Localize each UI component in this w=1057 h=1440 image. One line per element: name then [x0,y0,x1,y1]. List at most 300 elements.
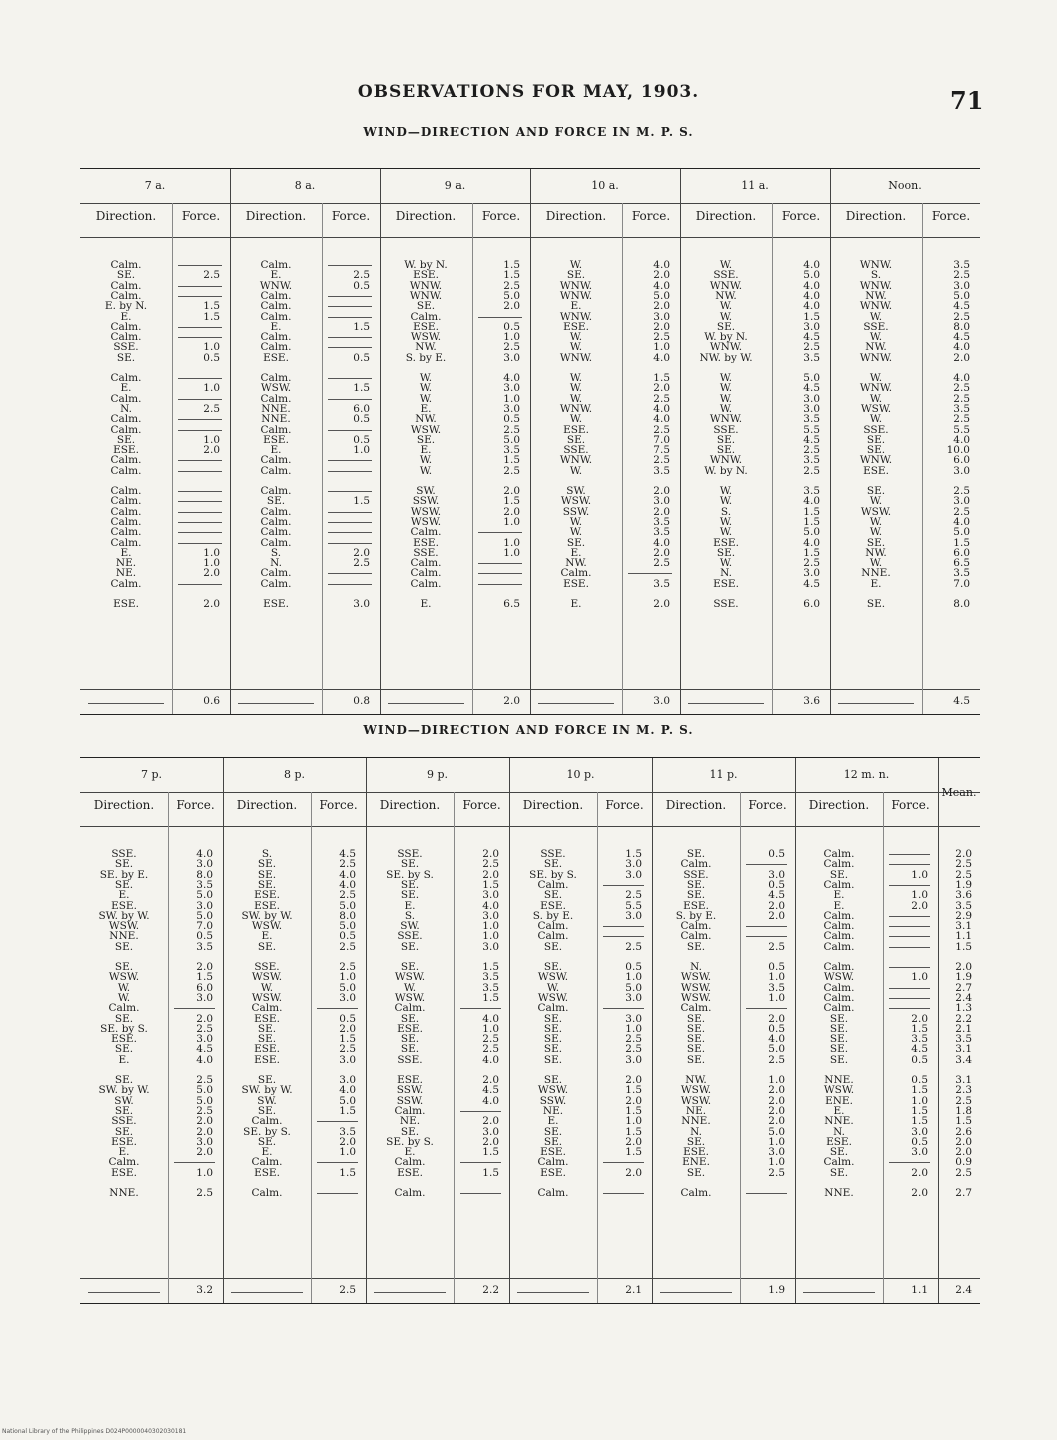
force-cell: 4.0 [953,515,970,528]
force-cell: 2.0 [482,868,499,881]
force-cell: 2.0 [196,1125,213,1138]
force-cell: 0.5 [625,961,642,973]
direction-cell: Calm. [260,536,292,549]
direction-cell: N. [720,567,732,580]
force-cell: 2.5 [339,961,356,973]
force-cell: 7.0 [653,433,670,446]
direction-cell: W. [719,557,733,570]
direction-cell: NNE. [109,1187,139,1199]
daily-mean-cell: 1.5 [955,1115,972,1128]
force-cell: 3.0 [625,858,642,871]
hour-header: 9 p. [426,768,449,781]
direction-cell: WSW. [537,991,569,1004]
empty-force-dash [746,936,787,937]
force-cell: 4.0 [653,259,670,271]
empty-force-dash [460,1193,501,1194]
force-cell: 4.0 [482,1053,499,1066]
force-header: Force. [462,798,501,812]
direction-cell: Calm. [823,920,855,933]
force-cell: 4.0 [768,1033,785,1046]
force-cell: 2.5 [482,1043,499,1056]
direction-cell: SE. [400,1012,420,1025]
daily-mean-cell: 2.7 [955,1187,972,1199]
force-cell: 3.0 [953,279,970,292]
direction-cell: E. [120,310,132,323]
direction-cell: SSW. [396,1084,424,1097]
force-cell: 2.0 [653,546,670,559]
force-cell: 1.0 [203,557,220,570]
force-cell: 0.5 [339,1012,356,1025]
force-cell: 1.5 [911,1084,928,1097]
force-cell: 2.5 [653,423,670,436]
direction-cell: SE. by S. [386,1135,434,1148]
direction-cell: Calm. [260,331,292,344]
direction-header: Direction. [808,798,870,812]
direction-cell: NE. [399,1115,421,1128]
direction-cell: SE. [686,878,706,891]
direction-cell: Calm. [108,1156,140,1169]
direction-cell: S. by E. [405,351,447,364]
force-cell: 1.5 [953,536,970,549]
direction-cell: NNE. [861,567,891,580]
direction-cell: ESE. [683,899,709,912]
force-cell: 1.0 [911,1094,928,1107]
direction-cell: W. [869,526,883,539]
force-cell: 2.5 [482,858,499,871]
force-cell: 2.5 [353,557,370,570]
force-cell: 3.0 [196,1135,213,1148]
direction-cell: Calm. [260,505,292,518]
empty-force-dash [178,522,222,523]
direction-cell: ESE. [254,889,280,902]
column-mean: 3.2 [196,1284,213,1296]
direction-cell: ESE. [540,899,566,912]
direction-cell: Calm. [110,289,142,302]
empty-force-dash [889,988,930,989]
force-cell: 4.0 [953,433,970,446]
force-cell: 2.5 [768,940,785,953]
empty-force-dash [746,1008,787,1009]
force-cell: 1.0 [768,1074,785,1086]
force-cell: 4.0 [196,1053,213,1066]
force-cell: 3.0 [196,858,213,871]
empty-force-dash [178,419,222,420]
direction-cell: WNW. [559,310,593,323]
force-cell: 2.5 [339,940,356,953]
force-cell: 2.5 [768,1053,785,1066]
force-cell: 1.5 [196,971,213,984]
direction-cell: ESE. [713,577,739,590]
force-cell: 5.0 [953,526,970,539]
force-cell: 1.0 [482,1022,499,1035]
direction-cell: W. [419,454,433,467]
direction-cell: SE. [566,269,586,282]
force-header: Force. [931,209,971,223]
force-cell: 0.5 [503,320,520,333]
direction-cell: WNW. [559,351,593,364]
force-cell: 4.0 [503,372,520,384]
force-cell: 8.0 [953,598,970,610]
column-mean: 0.6 [203,695,220,707]
mean-divider [80,1278,980,1279]
force-cell: 2.0 [653,382,670,395]
force-cell: 5.0 [768,1125,785,1138]
daily-mean-cell: 2.5 [955,858,972,871]
force-cell: 2.5 [953,382,970,395]
direction-cell: Calm. [110,515,142,528]
force-cell: 7.0 [196,920,213,933]
force-cell: 5.0 [503,289,520,302]
force-cell: 2.5 [503,279,520,292]
empty-force-dash [460,1008,501,1009]
direction-cell: S. [720,505,732,518]
force-cell: 5.0 [339,981,356,994]
direction-cell: ESE. [397,1166,423,1179]
force-cell: 2.0 [196,1012,213,1025]
direction-header: Direction. [395,209,457,223]
empty-force-dash [328,430,372,431]
empty-force-dash [328,399,372,400]
empty-force-dash [178,471,222,472]
direction-cell: W. [403,981,417,994]
direction-header: Direction. [845,209,907,223]
direction-cell: SE. [543,889,563,902]
direction-header: Direction. [545,209,607,223]
force-cell: 1.5 [911,1104,928,1117]
direction-cell: Calm. [823,909,855,922]
direction-cell: ESE. [254,1053,280,1066]
direction-cell: WSW. [680,1094,712,1107]
direction-cell: Calm. [537,920,569,933]
direction-cell: ESE. [413,536,439,549]
empty-force-dash [889,998,930,999]
force-cell: 1.0 [203,382,220,395]
header-divider [80,826,980,827]
force-header: Force. [181,209,221,223]
empty-force-dash [178,265,222,266]
force-cell: 1.5 [482,1166,499,1179]
force-cell: 2.5 [203,269,220,282]
force-header: Force. [176,798,215,812]
force-cell: 4.0 [653,279,670,292]
force-cell: 0.5 [768,961,785,973]
direction-cell: WNW. [709,454,743,467]
empty-force-dash [178,584,222,585]
force-cell: 6.5 [503,598,520,610]
daily-mean-cell: 2.0 [955,848,972,860]
daily-mean-cell: 2.0 [955,1146,972,1159]
direction-cell: SSE. [397,848,423,860]
force-cell: 0.5 [353,279,370,292]
force-cell: 2.0 [503,485,520,497]
direction-cell: Calm. [823,961,855,973]
direction-cell: SE. [543,940,563,953]
direction-cell: SE. [829,1053,849,1066]
direction-cell: SE. [116,351,136,364]
direction-cell: S. [870,269,882,282]
direction-cell: W. [719,402,733,415]
direction-cell: SSE. [540,848,566,860]
direction-cell: WSW. [680,971,712,984]
direction-cell: NNE. [824,1115,854,1128]
direction-cell: SE. [543,1125,563,1138]
force-cell: 4.5 [768,889,785,902]
direction-cell: E. [870,577,882,590]
force-cell: 2.0 [196,1146,213,1159]
empty-force-dash [174,1162,215,1163]
direction-cell: WNW. [859,454,893,467]
direction-cell: W. by N. [404,259,448,271]
direction-cell: SSE. [863,320,889,333]
direction-cell: SE. [686,1053,706,1066]
force-cell: 2.0 [653,269,670,282]
direction-cell: SE. [829,1033,849,1046]
direction-cell: WSW. [823,1084,855,1097]
hour-header: 8 p. [283,768,306,781]
force-cell: 3.0 [653,495,670,508]
direction-cell: SE. [543,1022,563,1035]
direction-cell: SW. [416,485,436,497]
force-cell: 5.0 [803,526,820,539]
daily-mean-cell: 1.9 [955,878,972,891]
force-cell: 5.5 [953,423,970,436]
force-cell: 5.0 [196,889,213,902]
direction-cell: Calm. [251,1115,283,1128]
empty-force-dash [328,337,372,338]
direction-cell: Calm. [823,848,855,860]
direction-cell: SE. [686,889,706,902]
force-cell: 0.5 [768,1022,785,1035]
direction-cell: WSW. [410,423,442,436]
direction-cell: SSW. [396,1094,424,1107]
direction-cell: SW. by W. [98,1084,150,1097]
direction-cell: NE. [115,557,137,570]
direction-cell: W. [719,526,733,539]
daily-mean-cell: 2.5 [955,1094,972,1107]
direction-cell: SE. [543,961,563,973]
direction-cell: W. [546,981,560,994]
force-cell: 1.5 [803,505,820,518]
direction-cell: W. [719,495,733,508]
direction-cell: W. [569,515,583,528]
direction-cell: W. by N. [704,464,748,477]
direction-cell: Calm. [251,1187,283,1199]
direction-cell: Calm. [823,930,855,943]
force-cell: 2.0 [625,1166,642,1179]
direction-cell: WSW. [680,1084,712,1097]
force-cell: 4.5 [339,848,356,860]
empty-force-dash [317,1121,358,1122]
direction-cell: Calm. [260,464,292,477]
empty-force-dash [328,378,372,379]
force-cell: 4.0 [653,402,670,415]
direction-cell: ESE. [254,1012,280,1025]
force-cell: 1.0 [768,971,785,984]
direction-cell: WNW. [859,279,893,292]
force-cell: 1.5 [482,991,499,1004]
force-header: Force. [748,798,787,812]
direction-cell: Calm. [823,878,855,891]
force-cell: 2.5 [653,557,670,570]
force-cell: 1.0 [203,433,220,446]
direction-cell: SE. [114,961,134,973]
empty-force-dash [178,286,222,287]
force-cell: 4.0 [196,848,213,860]
daily-mean-cell: 3.5 [955,899,972,912]
force-cell: 2.0 [196,961,213,973]
direction-cell: Calm. [260,341,292,354]
direction-cell: SE. [400,940,420,953]
direction-cell: W. [117,981,131,994]
force-cell: 2.0 [653,300,670,313]
hour-header: 12 m. n. [843,768,890,781]
empty-force-dash [889,1162,930,1163]
force-cell: 2.5 [625,1043,642,1056]
force-cell: 0.5 [196,930,213,943]
direction-cell: ESE. [540,1166,566,1179]
force-cell: 1.5 [482,1146,499,1159]
force-cell: 1.0 [353,444,370,457]
direction-cell: W. [569,259,583,271]
hour-header: 8 a. [294,179,316,192]
force-cell: 1.5 [911,1115,928,1128]
direction-cell: Calm. [394,1104,426,1117]
force-cell: 0.5 [768,848,785,860]
direction-cell: SE. [866,444,886,457]
direction-cell: Calm. [110,526,142,539]
direction-cell: SE. [114,940,134,953]
page-number: 71 [950,86,984,115]
force-header: Force. [631,209,671,223]
force-cell: 1.0 [482,930,499,943]
direction-cell: Calm. [537,878,569,891]
force-cell: 2.0 [203,598,220,610]
force-cell: 1.5 [803,515,820,528]
hour-header: 11 a. [741,179,769,192]
force-cell: 5.0 [625,981,642,994]
force-cell: 2.0 [653,485,670,497]
force-cell: 3.0 [625,868,642,881]
mean-dash [838,703,914,704]
empty-force-dash [478,563,522,564]
direction-cell: NNE. [261,402,291,415]
force-header: Force. [331,209,371,223]
direction-cell: SE. [400,889,420,902]
empty-force-dash [178,378,222,379]
empty-force-dash [478,584,522,585]
hour-header: 10 a. [591,179,619,192]
empty-force-dash [317,1008,358,1009]
direction-cell: SE. [114,1043,134,1056]
direction-cell: ESE. [863,464,889,477]
direction-cell: ESE. [113,444,139,457]
direction-cell: Calm. [680,1187,712,1199]
direction-cell: Calm. [260,515,292,528]
daily-mean-cell: 3.6 [955,889,972,902]
direction-cell: ESE. [111,1033,137,1046]
empty-force-dash [178,501,222,502]
direction-cell: SSE. [111,848,137,860]
direction-cell: SE. [257,1074,277,1086]
direction-cell: W. [419,392,433,405]
direction-cell: ESE. [113,598,139,610]
force-cell: 2.5 [653,331,670,344]
daily-mean-cell: 3.1 [955,1043,972,1056]
force-cell: 1.5 [203,310,220,323]
force-cell: 1.0 [203,341,220,354]
direction-cell: Calm. [823,858,855,871]
force-cell: 3.5 [196,878,213,891]
direction-cell: SW. by W. [98,909,150,922]
force-cell: 5.0 [803,372,820,384]
empty-force-dash [178,491,222,492]
force-cell: 1.0 [203,546,220,559]
direction-header: Direction. [522,798,584,812]
force-cell: 2.0 [482,1074,499,1086]
direction-cell: Calm. [110,577,142,590]
force-cell: 4.0 [803,279,820,292]
direction-cell: W. [569,341,583,354]
empty-force-dash [478,317,522,318]
force-cell: 6.0 [353,402,370,415]
direction-cell: SE. [716,444,736,457]
force-cell: 2.5 [768,1166,785,1179]
empty-force-dash [889,947,930,948]
direction-cell: S. [261,848,273,860]
force-cell: 4.0 [803,536,820,549]
force-cell: 1.0 [768,1135,785,1148]
table-bottom-caption: WIND—DIRECTION AND FORCE IN M. P. S. [363,723,694,737]
direction-cell: Calm. [260,392,292,405]
direction-cell: SW. [566,485,586,497]
direction-cell: SE. [829,1146,849,1159]
direction-cell: SE. [686,940,706,953]
direction-cell: WSW. [860,402,892,415]
force-cell: 3.5 [653,464,670,477]
direction-cell: W. [719,382,733,395]
force-cell: 2.0 [911,1187,928,1199]
direction-cell: ESE. [263,598,289,610]
direction-header: Direction. [95,209,157,223]
direction-cell: W. [569,372,583,384]
direction-cell: Calm. [823,1002,855,1015]
direction-cell: SE. [116,433,136,446]
force-cell: 7.5 [653,444,670,457]
force-cell: 3.5 [803,351,820,364]
direction-cell: NW. [565,557,587,570]
direction-cell: SSW. [539,1094,567,1107]
direction-cell: WSW. [108,971,140,984]
direction-cell: SE. [114,1125,134,1138]
force-cell: 2.0 [768,1094,785,1107]
force-cell: 1.5 [339,1166,356,1179]
hour-header: 10 p. [566,768,595,781]
mean-dash [231,1292,303,1293]
direction-cell: SSE. [863,423,889,436]
daily-mean-cell: 2.2 [955,1012,972,1025]
direction-cell: E. [404,1146,416,1159]
empty-force-dash [889,1008,930,1009]
direction-cell: SW. [257,1094,277,1107]
force-cell: 0.5 [353,351,370,364]
force-cell: 3.0 [625,991,642,1004]
direction-cell: SE. [257,858,277,871]
direction-cell: S. [404,909,416,922]
force-cell: 1.5 [911,1022,928,1035]
force-cell: 4.0 [803,289,820,302]
force-cell: 3.0 [803,392,820,405]
direction-cell: Calm. [110,372,142,384]
